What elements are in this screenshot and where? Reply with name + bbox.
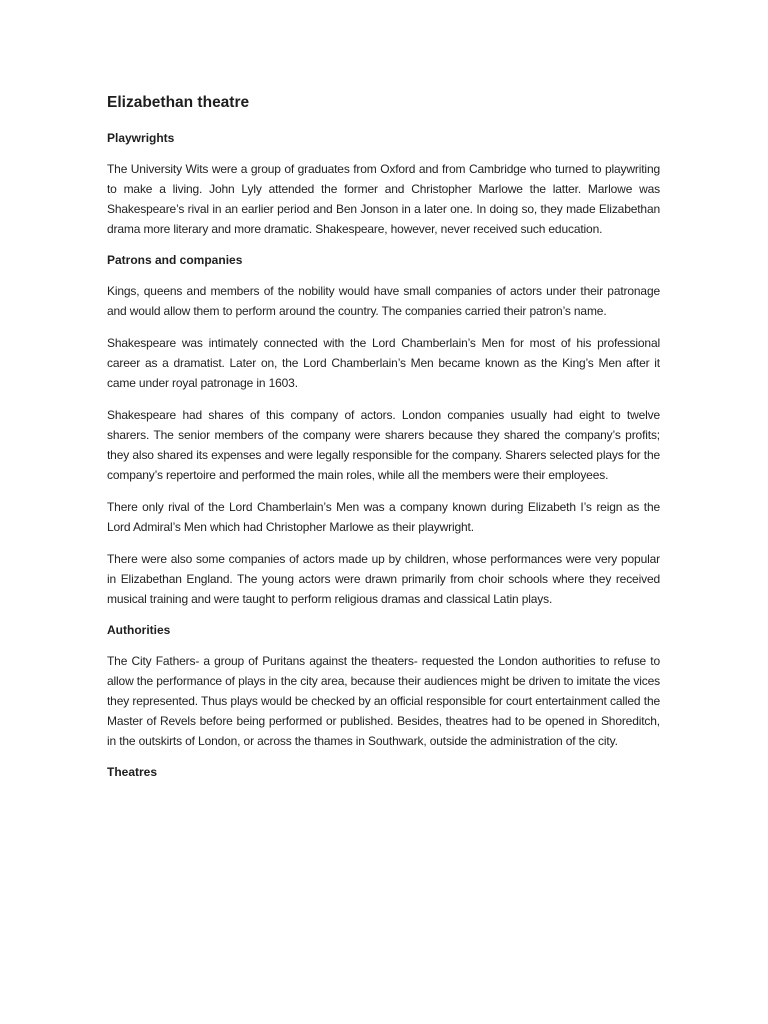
paragraph: The City Fathers- a group of Puritans against the theaters- requested the London authorities to refuse to allow the performance of plays in the city area, because their audiences might be driven to imitate the vices they represented. Thus plays would be checked by an official responsible for court entertainment called the Master of Revels before being performed or published. Besides, theatres had to be opened in Shoreditch, in the outskirts of London, or across the thames in Southwark, outside the administration of the city. (107, 654, 660, 748)
paragraph: There were also some companies of actors made up by children, whose performances were very popular in Elizabethan England. The young actors were drawn primarily from choir schools where they received musical training and were taught to perform religious dramas and classical Latin plays. (107, 552, 660, 606)
paragraph: The University Wits were a group of graduates from Oxford and from Cambridge who turned to playwriting to make a living. John Lyly attended the former and Christopher Marlowe the latter. Marlowe was Shakespeare’s rival in an earlier period and Ben Jonson in a later one. In doing so, they made Elizabethan drama more literary and more dramatic. Shakespeare, however, never received such education. (107, 162, 660, 236)
section-heading-patrons-and-companies: Patrons and companies (107, 253, 243, 267)
section-authorities (107, 621, 660, 751)
paragraph: Shakespeare was intimately connected with the Lord Chamberlain’s Men for most of his professional career as a dramatist. Later on, the Lord Chamberlain’s Men became known as the King’s Men after it came under royal patronage in 1603. (107, 336, 660, 390)
paragraph: There only rival of the Lord Chamberlain’s Men was a company known during Elizabeth I’s reign as the Lord Admiral’s Men which had Christopher Marlowe as their playwright. (107, 500, 660, 534)
section-theatres (107, 763, 660, 781)
section-heading-authorities: Authorities (107, 623, 171, 637)
paragraph: Kings, queens and members of the nobility would have small companies of actors under their patronage and would allow them to perform around the country. The companies carried their patron’s name. (107, 284, 660, 318)
section-playwrights (107, 129, 660, 239)
paragraph: Shakespeare had shares of this company of actors. London companies usually had eight to twelve sharers. The senior members of the company were sharers because they shared the company’s profits; they also shared its expenses and were legally responsible for the company. Sharers selected plays for the company’s repertoire and performed the main roles, while all the members were their employees. (107, 408, 660, 482)
section-patrons-and-companies (107, 251, 660, 609)
section-heading-theatres: Theatres (107, 765, 158, 779)
section-heading-playwrights: Playwrights (107, 131, 175, 145)
document-title: Elizabethan theatre (107, 94, 250, 111)
document-page (107, 92, 660, 793)
